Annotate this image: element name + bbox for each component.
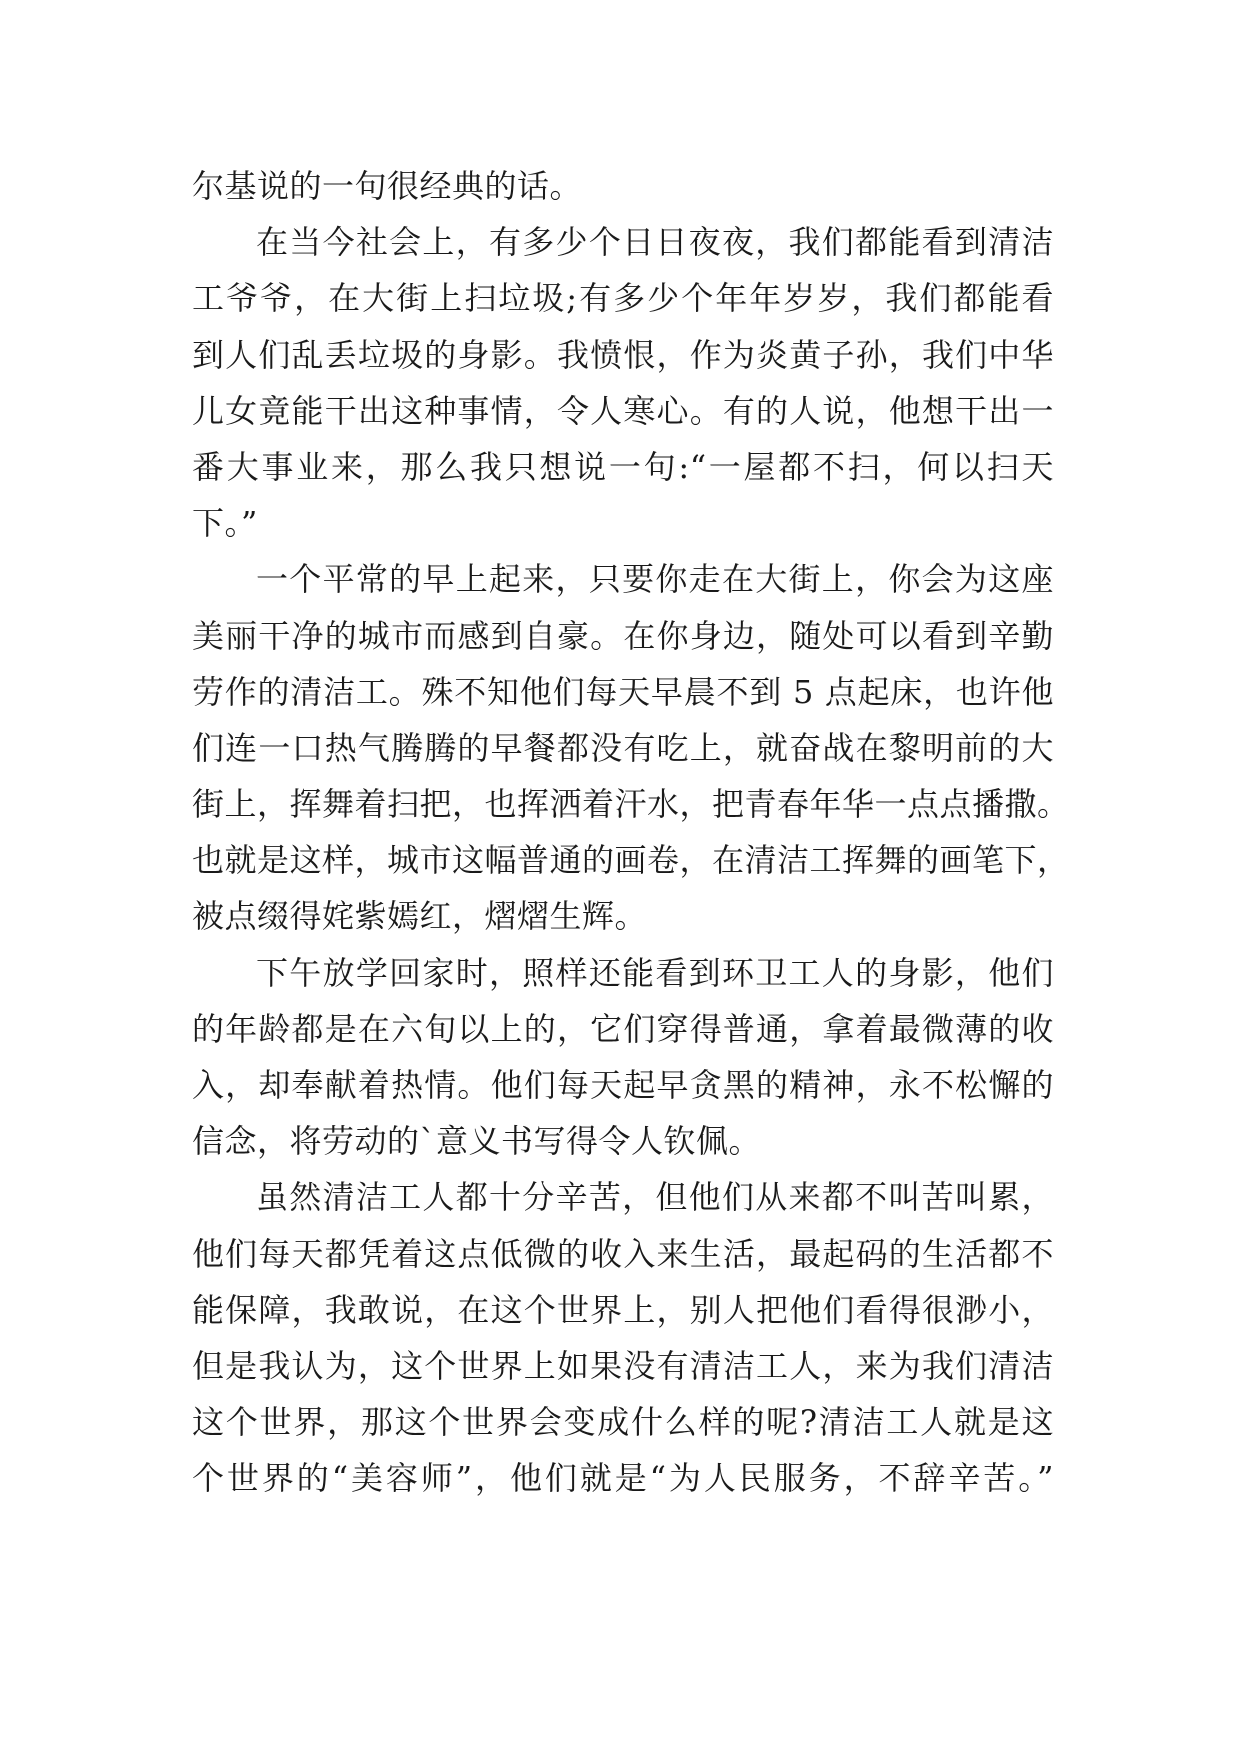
text-line: 街上，挥舞着扫把，也挥洒着汗水，把青春年华一点点播撒。 [192,785,1070,824]
text-line: 能保障，我敢说，在这个世界上，别人把他们看得很渺小， [192,1290,1054,1329]
text-line: 儿女竟能干出这种事情，令人寒心。有的人说，他想干出一 [192,391,1054,430]
text-line: 一个平常的早上起来，只要你走在大街上，你会为这座 [256,560,1054,599]
text-line: 虽然清洁工人都十分辛苦，但他们从来都不叫苦叫累， [256,1178,1054,1217]
text-line: 下午放学回家时，照样还能看到环卫工人的身影，他们 [256,953,1054,992]
text-line: 工爷爷，在大街上扫垃圾;有多少个年年岁岁，我们都能看 [192,279,1054,318]
text-line: 们连一口热气腾腾的早餐都没有吃上，就奋战在黎明前的大 [192,728,1054,767]
text-line: 在当今社会上，有多少个日日夜夜，我们都能看到清洁 [256,223,1054,262]
text-line: 入，却奉献着热情。他们每天起早贪黑的精神，永不松懈的 [192,1066,1054,1104]
text-line: 到人们乱丢垃圾的身影。我愤恨，作为炎黄子孙，我们中华 [192,335,1054,374]
text-line: 这个世界，那这个世界会变成什么样的呢?清洁工人就是这 [192,1403,1054,1442]
text-line: 番大事业来，那么我只想说一句:“一屋都不扫，何以扫天 [192,447,1054,486]
text-line: 个世界的“美容师”，他们就是“为人民服务，不辞辛苦。” [192,1459,1054,1498]
text-line: 也就是这样，城市这幅普通的画卷，在清洁工挥舞的画笔下， [192,841,1070,880]
text-line: 尔基说的一句很经典的话。 [192,167,583,205]
text-line: 下。” [192,504,258,543]
text-line: 美丽干净的城市而感到自豪。在你身边，随处可以看到辛勤 [192,616,1054,655]
document-body [192,158,1070,1507]
text-line: 信念，将劳动的`意义书写得令人钦佩。 [192,1122,762,1161]
text-line: 的年龄都是在六旬以上的，它们穿得普通，拿着最微薄的收 [192,1009,1054,1048]
text-line: 他们每天都凭着这点低微的收入来生活，最起码的生活都不 [192,1234,1054,1273]
text-line: 劳作的清洁工。殊不知他们每天早晨不到 5 点起床，也许他 [192,672,1054,711]
text-line: 被点缀得姹紫嫣红，熠熠生辉。 [192,897,648,936]
text-line: 但是我认为，这个世界上如果没有清洁工人，来为我们清洁 [192,1346,1054,1385]
